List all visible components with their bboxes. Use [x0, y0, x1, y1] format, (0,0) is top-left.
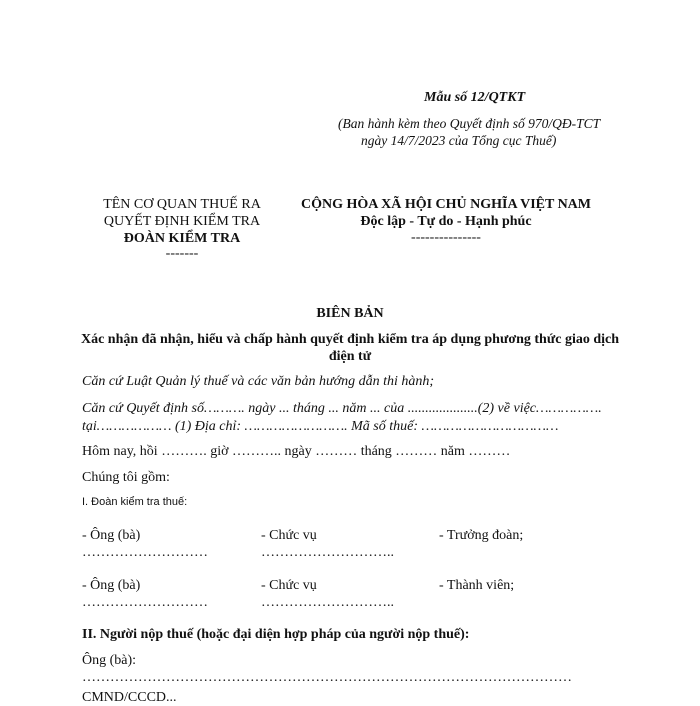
taxpayer-name-label: Ông (bà): [82, 653, 137, 668]
member-2-position-dots: ……………………….. [261, 595, 394, 610]
document-title: BIÊN BẢN [316, 306, 384, 321]
agency-line-1: TÊN CƠ QUAN THUẾ RA [103, 197, 261, 212]
nation-title: CỘNG HÒA XÃ HỘI CHỦ NGHĨA VIỆT NAM [300, 197, 591, 212]
taxpayer-id-partial: CMND/CCCD... [82, 690, 177, 705]
agency-line-3: ĐOÀN KIỂM TRA [123, 231, 241, 246]
member-1-name-dots: ……………………… [82, 545, 208, 560]
agency-rule: ------- [165, 246, 199, 261]
section-taxpayer: II. Người nộp thuế (hoặc đại diện hợp pháp của người nộp thuế): [82, 627, 470, 642]
member-2-name-dots: ……………………… [82, 595, 208, 610]
nation-motto: Độc lập - Tự do - Hạnh phúc [360, 214, 532, 229]
today-line: Hôm nay, hồi ………. giờ ……….. ngày ……… tháng ……… năm ……… [82, 444, 511, 459]
member-2-name-label: - Ông (bà) [82, 578, 141, 593]
member-1-name-label: - Ông (bà) [82, 528, 141, 543]
document-subtitle-line-1: Xác nhận đã nhận, hiểu và chấp hành quyết định kiểm tra áp dụng phương thức giao dịch [80, 332, 620, 347]
member-2-role: - Thành viên; [439, 578, 515, 593]
section-inspection-team: I. Đoàn kiểm tra thuế: [82, 496, 188, 508]
member-2-position-label: - Chức vụ [261, 578, 317, 593]
issued-line-1: (Ban hành kèm theo Quyết định số 970/QĐ-TCT [338, 116, 601, 131]
member-1-position-label: - Chức vụ [261, 528, 317, 543]
taxpayer-name-dots: …………………………………………………………………………………………… [82, 670, 572, 685]
member-1-role: - Trưởng đoàn; [439, 528, 524, 543]
member-1-position-dots: ……………………….. [261, 545, 394, 560]
issued-line-2: ngày 14/7/2023 của Tổng cục Thuế) [361, 133, 557, 148]
nation-rule: --------------- [411, 230, 481, 245]
form-number: Mẫu số 12/QTKT [424, 90, 526, 105]
we-include: Chúng tôi gồm: [82, 470, 170, 485]
basis-decision-line-2: tại……………… (1) Địa chỉ: ……………………. Mã số thuế: …………………………… [82, 419, 559, 434]
basis-law: Căn cứ Luật Quản lý thuế và các văn bản hướng dẫn thi hành; [82, 374, 435, 389]
document-subtitle-line-2: điện tử [328, 349, 372, 364]
basis-decision-line-1: Căn cứ Quyết định số………. ngày ... tháng ... năm ... của ....................(2) về việc……………. [82, 401, 602, 416]
agency-line-2: QUYẾT ĐỊNH KIỂM TRA [103, 214, 261, 229]
